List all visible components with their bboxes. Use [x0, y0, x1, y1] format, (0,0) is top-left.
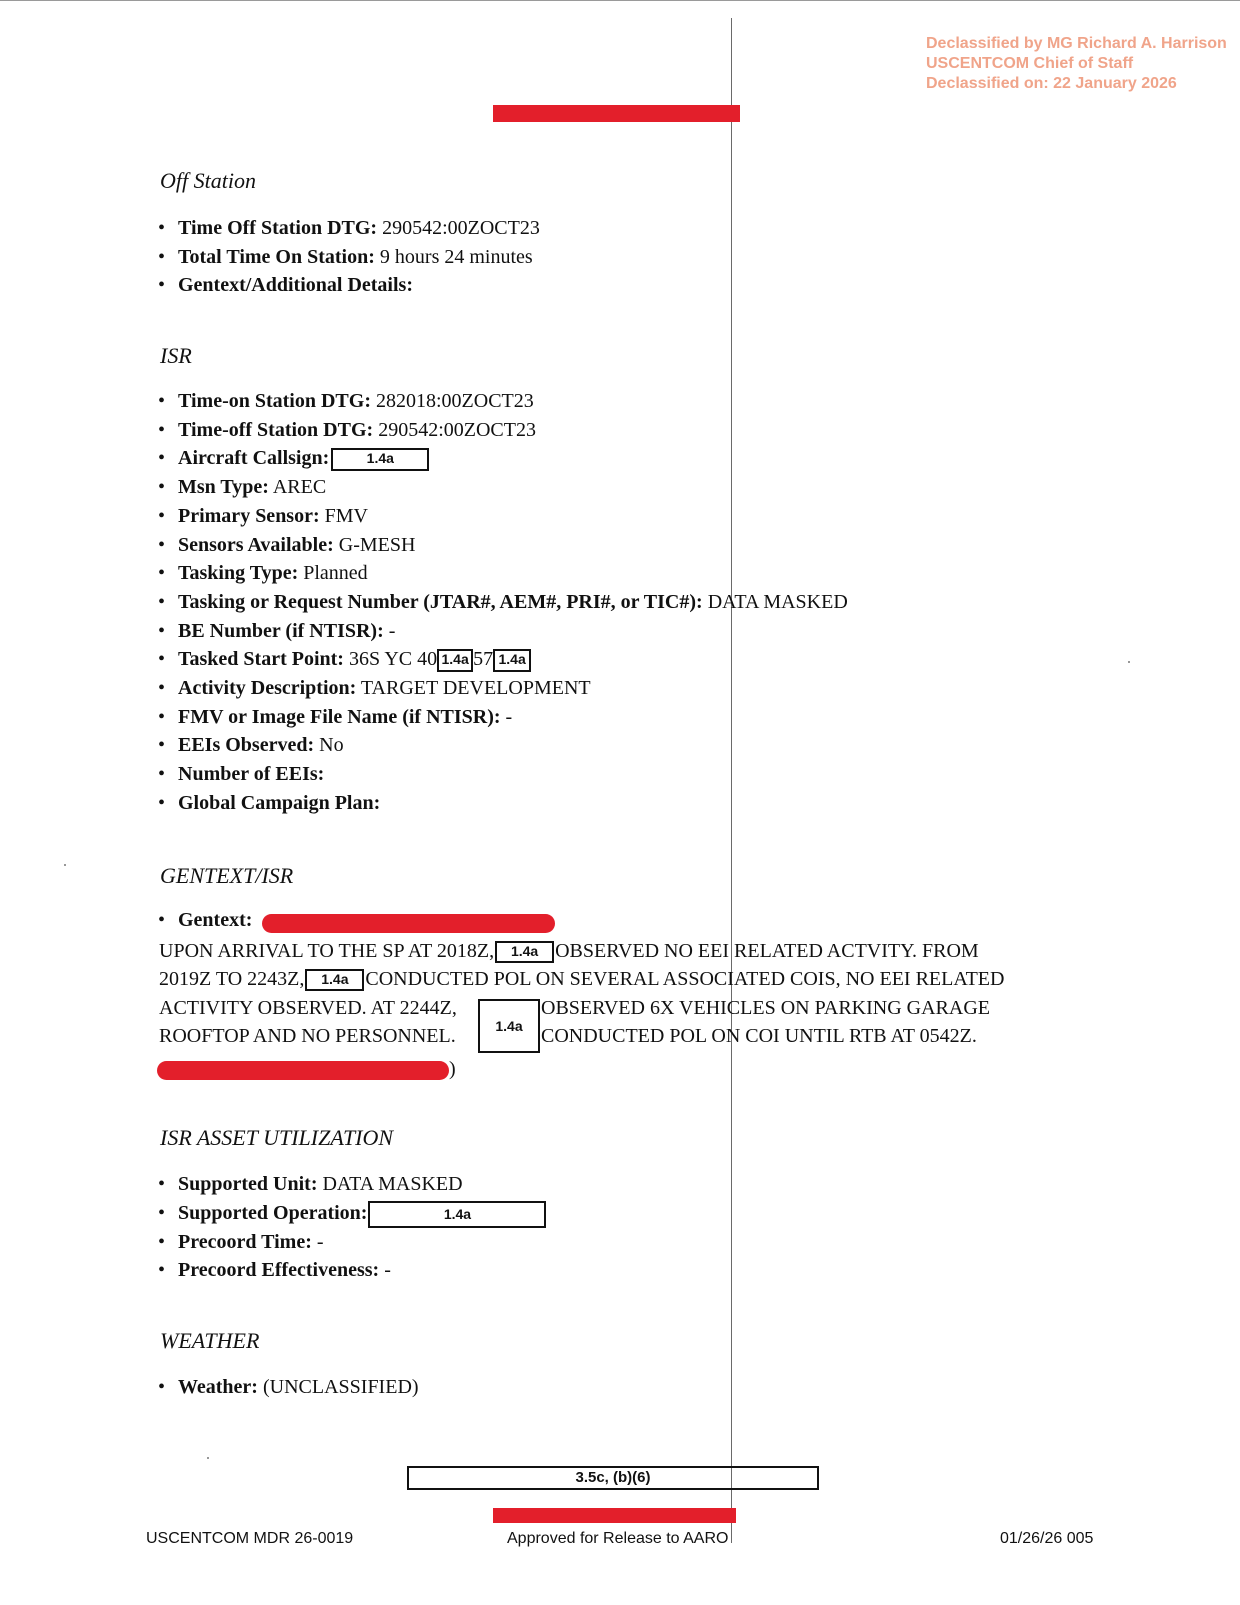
- list-item: • Aircraft Callsign: 1.4a: [158, 444, 848, 473]
- bottom-classification-redaction: [493, 1508, 736, 1523]
- list-item: • Tasking Type: Planned: [158, 559, 848, 588]
- gentext-classification-redaction: [262, 914, 555, 933]
- list-item: • Global Campaign Plan:: [158, 789, 848, 818]
- list-item: • Precoord Effectiveness: -: [158, 1256, 546, 1285]
- declassification-stamp: [926, 34, 1227, 94]
- list-item: • Time-off Station DTG: 290542:00ZOCT23: [158, 416, 848, 445]
- gentext-isr-heading: GENTEXT/ISR: [160, 863, 294, 888]
- redaction-box: 1.4a: [493, 649, 531, 672]
- off-station-list: [158, 214, 540, 300]
- list-item: • Time Off Station DTG: 290542:00ZOCT23: [158, 214, 540, 243]
- narrative-line-3-cont: OBSERVED 6X VEHICLES ON PARKING GARAGE: [541, 997, 990, 1019]
- narrative-line-4: ROOFTOP AND NO PERSONNEL.: [159, 1025, 456, 1047]
- footer-right: 01/26/26 005: [1000, 1530, 1094, 1547]
- list-item: • Number of EEIs:: [158, 760, 848, 789]
- scan-speck: [207, 1457, 209, 1459]
- stamp-line-1: Declassified by MG Richard A. Harrison: [926, 35, 1227, 52]
- scan-speck: [1128, 661, 1130, 663]
- gentext-list: [158, 906, 252, 935]
- list-item: • Msn Type: AREC: [158, 473, 848, 502]
- list-item: • Tasking or Request Number (JTAR#, AEM#, PRI#, or TIC#): DATA MASKED: [158, 588, 848, 617]
- list-item: • Total Time On Station: 9 hours 24 minutes: [158, 243, 540, 272]
- isr-heading: ISR: [160, 343, 192, 368]
- weather-heading: WEATHER: [160, 1328, 260, 1353]
- top-border: [0, 0, 1240, 1]
- stamp-line-3: Declassified on: 22 January 2026: [926, 75, 1177, 92]
- list-item: • Gentext:: [158, 906, 252, 935]
- list-item: • FMV or Image File Name (if NTISR): -: [158, 703, 848, 732]
- closing-paren: ): [449, 1058, 456, 1080]
- asset-utilization-list: [158, 1170, 546, 1285]
- redaction-box: 1.4a: [305, 969, 364, 991]
- narrative-line-2: 2019Z TO 2243Z, 1.4a CONDUCTED POL ON SEVERAL ASSOCIATED COIS, NO EEI RELATED: [159, 968, 1005, 990]
- list-item: • Weather: (UNCLASSIFIED): [158, 1373, 419, 1402]
- list-item: • Tasked Start Point: 36S YC 40 1.4a 57 1.4a: [158, 645, 848, 674]
- list-item: • Primary Sensor: FMV: [158, 502, 848, 531]
- footer-center: Approved for Release to AARO: [507, 1530, 729, 1547]
- bottom-redaction-box: 3.5c, (b)(6): [407, 1466, 819, 1490]
- list-item: • BE Number (if NTISR): -: [158, 617, 848, 646]
- redaction-box: 1.4a: [331, 448, 429, 471]
- redaction-box: 1.4a: [368, 1201, 546, 1228]
- top-classification-redaction: [493, 105, 740, 122]
- off-station-heading: Off Station: [160, 168, 256, 193]
- isr-list: [158, 387, 848, 818]
- list-item: • Supported Operation: 1.4a: [158, 1199, 546, 1228]
- list-item: • Precoord Time: -: [158, 1228, 546, 1257]
- weather-list: [158, 1373, 419, 1402]
- narrative-line-4-cont: CONDUCTED POL ON COI UNTIL RTB AT 0542Z.: [541, 1025, 977, 1047]
- list-item: • Supported Unit: DATA MASKED: [158, 1170, 546, 1199]
- asset-utilization-heading: ISR ASSET UTILIZATION: [160, 1125, 394, 1150]
- list-item: • Gentext/Additional Details:: [158, 271, 540, 300]
- list-item: • EEIs Observed: No: [158, 731, 848, 760]
- list-item: • Sensors Available: G-MESH: [158, 531, 848, 560]
- scan-speck: [64, 864, 66, 866]
- redaction-box: 1.4a: [437, 649, 473, 672]
- narrative-line-1: UPON ARRIVAL TO THE SP AT 2018Z, 1.4a OBSERVED NO EEI RELATED ACTVITY. FROM: [159, 940, 979, 962]
- stamp-line-2: USCENTCOM Chief of Staff: [926, 55, 1134, 72]
- footer-left: USCENTCOM MDR 26-0019: [146, 1530, 354, 1547]
- redaction-box: 1.4a: [495, 941, 554, 963]
- gentext-closing-classification-redaction: [157, 1061, 449, 1080]
- redaction-box: 1.4a: [478, 999, 540, 1053]
- list-item: • Time-on Station DTG: 282018:00ZOCT23: [158, 387, 848, 416]
- narrative-line-3: ACTIVITY OBSERVED. AT 2244Z,: [159, 997, 457, 1019]
- list-item: • Activity Description: TARGET DEVELOPMENT: [158, 674, 848, 703]
